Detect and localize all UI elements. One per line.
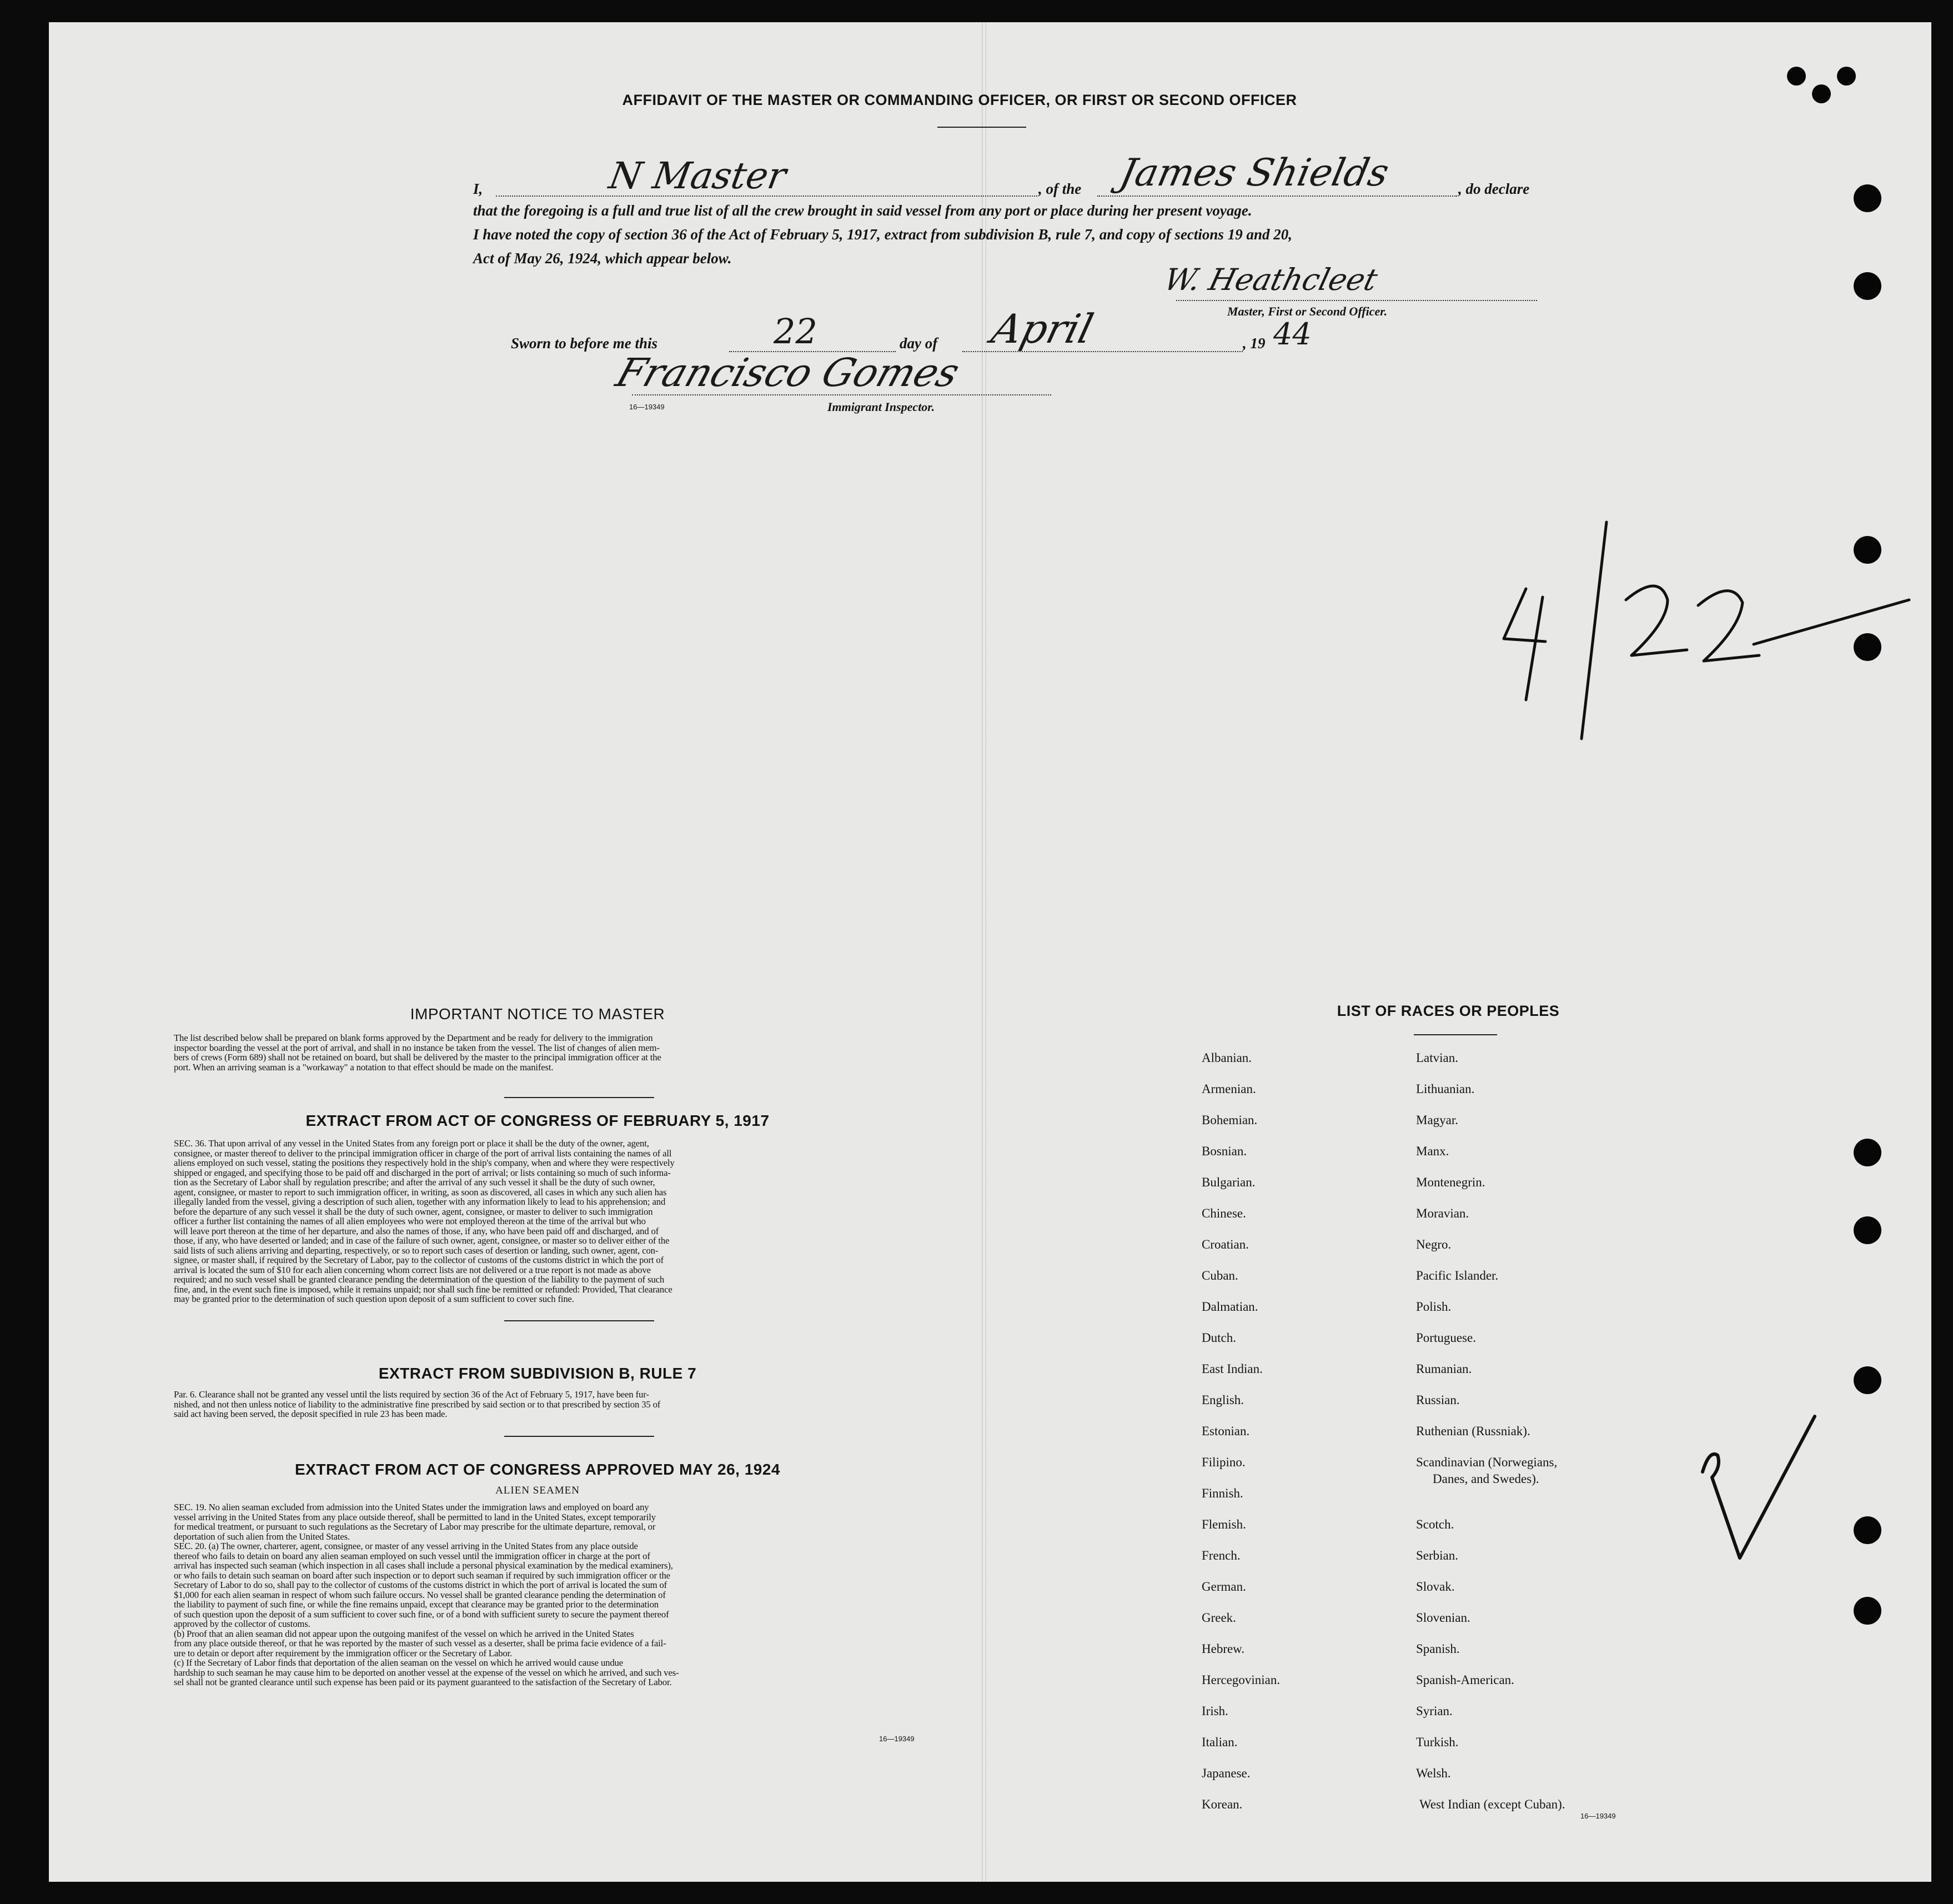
race-item: Dalmatian. [1202,1300,1258,1314]
affidavit-line-2: that the foregoing is a full and true list of all the crew brought in said vessel from any port or place during her present voyage. [473,202,1252,219]
race-item: Rumanian. [1416,1362,1472,1376]
notice-text [174,1033,993,1072]
extract-1924-text [174,1502,993,1687]
race-item: Latvian. [1416,1051,1458,1065]
race-item: Danes, and Swedes). [1433,1472,1539,1486]
extract-1924-line: thereof who fails to detain on board any alien seaman employed on such vessel until the immigration officer in charge at the port of [174,1550,650,1561]
section-rule [504,1097,654,1098]
extract-1917-line: fine, and, in the event such fine is imposed, while it remains unpaid; nor shall such fine be remitted or refunded: Provided, That clearance [174,1284,672,1295]
vessel-handwriting: James Shields [1116,151,1393,195]
race-item: Ruthenian (Russniak). [1416,1424,1530,1438]
punch-hole [1837,67,1856,86]
notice-title: IMPORTANT NOTICE TO MASTER [410,1005,665,1023]
notice-line: port. When an arriving seaman is a "workaway" a notation to that effect should be made on the manifest. [174,1061,554,1073]
race-item: Greek. [1202,1611,1236,1625]
race-item: Portuguese. [1416,1331,1476,1345]
extract-1917-line: illegally landed from the vessel, giving a description of such alien, together with any information likely to lead to his apprehension; and [174,1196,666,1207]
race-item: Scandinavian (Norwegians, [1416,1455,1558,1469]
race-item: Serbian. [1416,1549,1459,1562]
extract-1917-line: consignee, or master thereof to deliver to the principal immigration officer in charge of the port of arrival lists containing the names of all [174,1148,672,1159]
alien-seamen-subtitle: ALIEN SEAMEN [495,1485,580,1496]
extract-1924-line: $1,000 for each alien seaman in respect of whom such failure occurs. No vessel shall be granted clearance pending the determination of [174,1589,666,1600]
sworn-day: 22 [774,311,817,352]
extract-1924-line: hardship to such seaman he may cause him to be deported on another vessel at the expense of the vessel on which he arrived, and such ves- [174,1667,679,1678]
race-item: Irish. [1202,1704,1228,1718]
extract-1924-line: (b) Proof that an alien seaman did not appear upon the outgoing manifest of the vessel on which he arrived in the United States [174,1628,634,1639]
affidavit-line-3: I have noted the copy of section 36 of the Act of February 5, 1917, extract from subdivision B, rule 7, and copy of sections 19 and 20, [473,226,1292,243]
race-item: Slovak. [1416,1580,1455,1594]
notice-line: The list described below shall be prepared on blank forms approved by the Department and be ready for delivery to the immigration [174,1033,653,1043]
extract-1917-line: agent, consignee, or master to report to such immigration officer, in writing, as soon as discovered, all cases in which any such alien has [174,1186,667,1197]
race-item: German. [1202,1580,1246,1594]
race-item: Italian. [1202,1735,1238,1749]
rule7-title: EXTRACT FROM SUBDIVISION B, RULE 7 [378,1365,697,1382]
extract-1917-line: required; and no such vessel shall be granted clearance pending the determination of the question of the liability to the payment of such [174,1274,665,1285]
sworn-label: Sworn to before me this [511,335,658,352]
affidavit-line-4: Act of May 26, 1924, which appear below. [473,250,732,267]
extract-1924-line: sel shall not be granted clearance until such expense has been paid or its payment guaranteed to the satisfaction of the Secretary of Labor. [174,1677,672,1687]
race-item: Russian. [1416,1393,1460,1407]
punch-hole [1854,1597,1881,1625]
check-mark [1687,1394,1881,1577]
race-item: English. [1202,1393,1244,1407]
rule7-line: Par. 6. Clearance shall not be granted any vessel until the lists required by section 36 of the Act of February 5, 1917, have been fur- [174,1389,649,1400]
extract-1924-line: or who fails to detain such seaman on board after such inspection or to deport such seaman if required by such immigration officer or the [174,1570,670,1581]
notice-line: bers of crews (Form 689) shall not be retained on board, but shall be delivered by the master to the principal immigration officer at the [174,1052,661,1063]
rule7-line: nished, and not then unless notice of liability to the administrative fine prescribed by said section or to that prescribed by section 35 of [174,1399,661,1410]
race-item: Syrian. [1416,1704,1453,1718]
race-item: Scotch. [1416,1517,1454,1531]
race-item: Bulgarian. [1202,1175,1256,1189]
race-item: East Indian. [1202,1362,1263,1376]
section-rule [504,1320,654,1321]
extract-1917-line: said lists of such aliens arriving and departing, respectively, or so to report such cases of desertion or landing, such owner, agent, con- [174,1245,659,1256]
extract-1924-line: (c) If the Secretary of Labor finds that deportation of the alien seaman on the vessel on which he arrived would cause undue [174,1657,623,1668]
race-item: Manx. [1416,1144,1449,1158]
race-item: Hebrew. [1202,1642,1245,1656]
extract-1917-line: SEC. 36. That upon arrival of any vessel in the United States from any foreign port or place it shall be the duty of the owner, agent, [174,1138,649,1149]
race-item: Spanish. [1416,1642,1460,1656]
affidavit-declare: , do declare [1458,181,1530,197]
race-item: Armenian. [1202,1082,1256,1096]
affidavit-of-the: , of the [1038,181,1082,197]
extract-1924-line: of such question upon the deposit of a sum sufficient to cover such fine, or of a bond with sufficient surety to secure the payment thereof [174,1609,669,1620]
race-item: Albanian. [1202,1051,1252,1065]
race-item: Croatian. [1202,1237,1249,1251]
year-suffix: 44 [1273,317,1312,352]
race-item: Cuban. [1202,1269,1238,1282]
sworn-month: April [987,305,1098,352]
extract-1917-line: those, if any, who have deserted or landed; and in case of the failure of such owner, agent, consignee, or master so to deliver either of the [174,1235,670,1246]
race-item: Slovenian. [1416,1611,1470,1625]
race-item: Turkish. [1416,1735,1459,1749]
extract-1924-line: vessel arriving in the United States from any place outside thereof, shall be permitted to land in the United States, except temporarily [174,1511,656,1522]
race-item: Moravian. [1416,1206,1469,1220]
extract-1924-title: EXTRACT FROM ACT OF CONGRESS APPROVED MAY 26, 1924 [295,1461,780,1478]
document-page [49,22,1931,1882]
race-item: Polish. [1416,1300,1452,1314]
punch-hole [1854,272,1881,300]
race-item: Flemish. [1202,1517,1246,1531]
extract-1924-line: from any place outside thereof, or that he was reported by the master of such vessel as a deserter, shall be prima facie evidence of a fail- [174,1638,666,1649]
race-item: French. [1202,1549,1241,1562]
race-item: Finnish. [1202,1486,1243,1500]
race-item: Estonian. [1202,1424,1250,1438]
race-item: Negro. [1416,1237,1452,1251]
punch-hole [1854,184,1881,212]
inspector-caption: Immigrant Inspector. [827,400,935,414]
race-item: Dutch. [1202,1331,1236,1345]
day-of-label: day of [900,335,938,352]
extract-1924-line: SEC. 20. (a) The owner, charterer, agent, consignee, or master of any vessel arriving in the United States from any place outside [174,1541,638,1551]
title-rule [937,127,1026,128]
race-item: Chinese. [1202,1206,1246,1220]
vessel-blank [1097,196,1457,197]
master-handwriting: N Master [606,154,790,197]
officer-signature-blank [1176,300,1537,301]
extract-1917-line: arrival is located the sum of $10 for each alien concerning whom correct lists are not delivered or a true report is not made as above [174,1264,651,1275]
affidavit-i: I, [473,181,483,197]
race-item: Magyar. [1416,1113,1459,1127]
affidavit-title: AFFIDAVIT OF THE MASTER OR COMMANDING OFFICER, OR FIRST OR SECOND OFFICER [622,92,1297,108]
extract-1917-line: tion as the Secretary of Labor shall by regulation prescribe; and after the arrival of any such vessel it shall be the duty of such owner, [174,1177,655,1188]
extract-1917-line: may be granted prior to the determination of such question upon deposit of a sum sufficient to cover such fine. [174,1294,574,1304]
race-item: West Indian (except Cuban). [1419,1797,1565,1811]
extract-1917-line: before the departure of any such vessel it shall be the duty of such owner, agent, consignee, or master to deliver to such immigration [174,1206,653,1217]
form-number-notice: 16—19349 [879,1735,915,1743]
extract-1924-line: for medical treatment, or pursuant to such regulations as the Secretary of Labor may prescribe for the ultimate departure, removal, or [174,1521,656,1532]
officer-signature: W. Heathcleet [1161,262,1382,297]
year-prefix: , 19 [1243,335,1266,352]
extract-1924-line: Secretary of Labor to do so, shall pay to the collector of customs of the customs district in which the port of arrival is located the sum of [174,1580,667,1590]
section-rule [504,1436,654,1437]
race-item: Lithuanian. [1416,1082,1475,1096]
rule7-text [174,1390,993,1419]
race-item: Pacific Islander. [1416,1269,1499,1282]
extract-1917-title: EXTRACT FROM ACT OF CONGRESS OF FEBRUARY 5, 1917 [305,1112,770,1129]
inspector-signature: Francisco Gomes [610,350,966,395]
form-number-top: 16—19349 [629,403,665,411]
race-item: Bosnian. [1202,1144,1247,1158]
extract-1917-line: aliens employed on such vessel, stating the positions they respectively hold in the ship's company, when and where they were respectively [174,1158,675,1168]
form-number-races: 16—19349 [1580,1812,1616,1820]
punch-hole [1854,1139,1881,1166]
punch-hole [1854,1366,1881,1394]
races-title: LIST OF RACES OR PEOPLES [1337,1003,1560,1019]
rule7-line: said act having been served, the deposit specified in rule 23 has been made. [174,1409,448,1419]
extract-1924-line: ure to detain or deport after requirement by the immigration officer or the Secretary of Labor. [174,1647,513,1659]
race-item: Spanish-American. [1416,1673,1514,1687]
extract-1924-line: approved by the collector of customs. [174,1619,310,1629]
extract-1924-line: deportation of such alien from the United States. [174,1531,350,1542]
race-item: Bohemian. [1202,1113,1258,1127]
race-item: Welsh. [1416,1766,1451,1780]
officer-caption: Master, First or Second Officer. [1227,304,1388,318]
extract-1917-line: officer a further list containing the names of all alien employees who were not employed thereon at the time of the arrival but who [174,1216,646,1226]
race-item: Korean. [1202,1797,1243,1811]
race-item: Hercegovinian. [1202,1673,1281,1687]
extract-1924-line: SEC. 19. No alien seaman excluded from admission into the United States under the immigration laws and employed on board any [174,1502,649,1512]
race-item: Montenegrin. [1416,1175,1485,1189]
race-item: Japanese. [1202,1766,1251,1780]
punch-hole [1854,1216,1881,1244]
punch-hole [1787,67,1806,86]
races-rule [1414,1034,1497,1035]
extract-1924-line: arrival has inspected such seaman (which inspection in all cases shall include a personal physical examination by the medical examiners), [174,1560,673,1571]
punch-hole [1812,84,1831,103]
extract-1917-line: shipped or engaged, and specifying those to be paid off and discharged in the port of arrival; or lists containing so much of such informa- [174,1167,671,1178]
date-annotation [1465,494,1931,755]
extract-1924-line: the liability to payment of such fine, or while the fine remains unpaid, except that clearance may be granted prior to the determination [174,1599,659,1610]
race-item: Filipino. [1202,1455,1246,1469]
extract-1917-line: will leave port thereon at the time of her departure, and also the names of those, if any, who have been paid off and discharged, and of [174,1225,659,1236]
extract-1917-text [174,1139,993,1304]
extract-1917-line: signee, or master shall, if required by the Secretary of Labor, pay to the collector of customs of the customs district in which the port of [174,1255,664,1265]
notice-line: inspector boarding the vessel at the port of arrival, and shall in no instance be taken from the vessel. The list of changes of alien mem- [174,1042,660,1053]
